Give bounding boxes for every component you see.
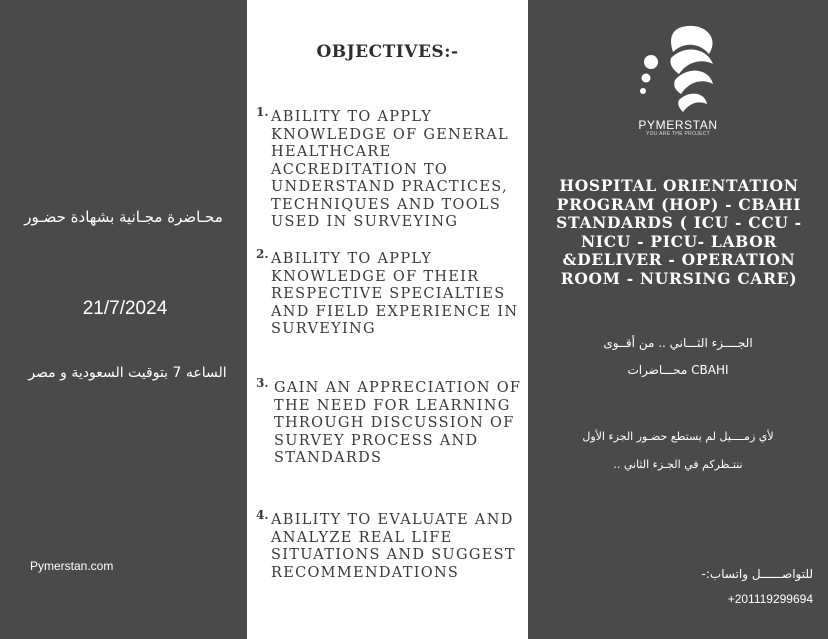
cbahi-lectures-text: CBAHI محـــاضرات: [627, 363, 729, 377]
objective-text: GAIN AN APPRECIATION OF THE NEED FOR LEARNING THROUGH DISCUSSION OF SURVEY PROCESS AND STANDARDS: [274, 380, 522, 466]
pymerstan-logo-icon: [621, 18, 731, 118]
objectives-panel: [247, 0, 528, 639]
website-link[interactable]: Pymerstan.com: [30, 559, 114, 573]
whatsapp-contact-label: للتواصــــــل واتساب:-: [701, 567, 813, 581]
free-lecture-text: محـاضرة مجـانية بشهادة حضـور: [24, 208, 223, 226]
objective-number: 2.: [256, 247, 269, 261]
event-time: الساعه 7 بتوقيت السعودية و مصر: [28, 365, 227, 381]
brand-name: PYMERSTAN: [638, 118, 718, 132]
waiting-part-two-text: ننتـظركم في الجـزء الثاني ..: [613, 458, 743, 471]
objective-text: ABILITY TO APPLY KNOWLEDGE OF THEIR RESPECTIVE SPECIALTIES AND FIELD EXPERIENCE IN SURVEYING: [271, 251, 519, 337]
left-panel: [0, 0, 247, 639]
program-title: HOSPITAL ORIENTATION PROGRAM (HOP) - CBAHI STANDARDS ( ICU - CCU - NICU - PICU- LABOR &DELIVER - OPERATION ROOM - NURSING CARE): [556, 176, 802, 288]
part-two-text: الجــــزء الثـــاني .. من أقــوى: [603, 336, 753, 350]
brand-tagline: YOU ARE THE PROJECT: [646, 131, 710, 137]
phone-number[interactable]: +201119299694: [727, 592, 813, 606]
objective-number: 1.: [256, 105, 269, 119]
event-date: 21/7/2024: [82, 298, 168, 319]
objective-text: ABILITY TO EVALUATE AND ANALYZE REAL LIFE SITUATIONS AND SUGGEST RECOMMENDATIONS: [271, 512, 516, 581]
objective-number: 3.: [256, 376, 269, 390]
objective-text: ABILITY TO APPLY KNOWLEDGE OF GENERAL HEALTHCARE ACCREDITATION TO UNDERSTAND PRACTICES, TECHNIQUES AND TOOLS USED IN SURVEYING: [271, 109, 509, 230]
missed-part-one-text: لأي زمــــيل لم يستطع حضـور الجزء الأول: [582, 430, 774, 443]
objectives-title: OBJECTIVES:-: [316, 42, 459, 62]
objective-number: 4.: [256, 508, 269, 522]
program-panel: [528, 0, 828, 639]
